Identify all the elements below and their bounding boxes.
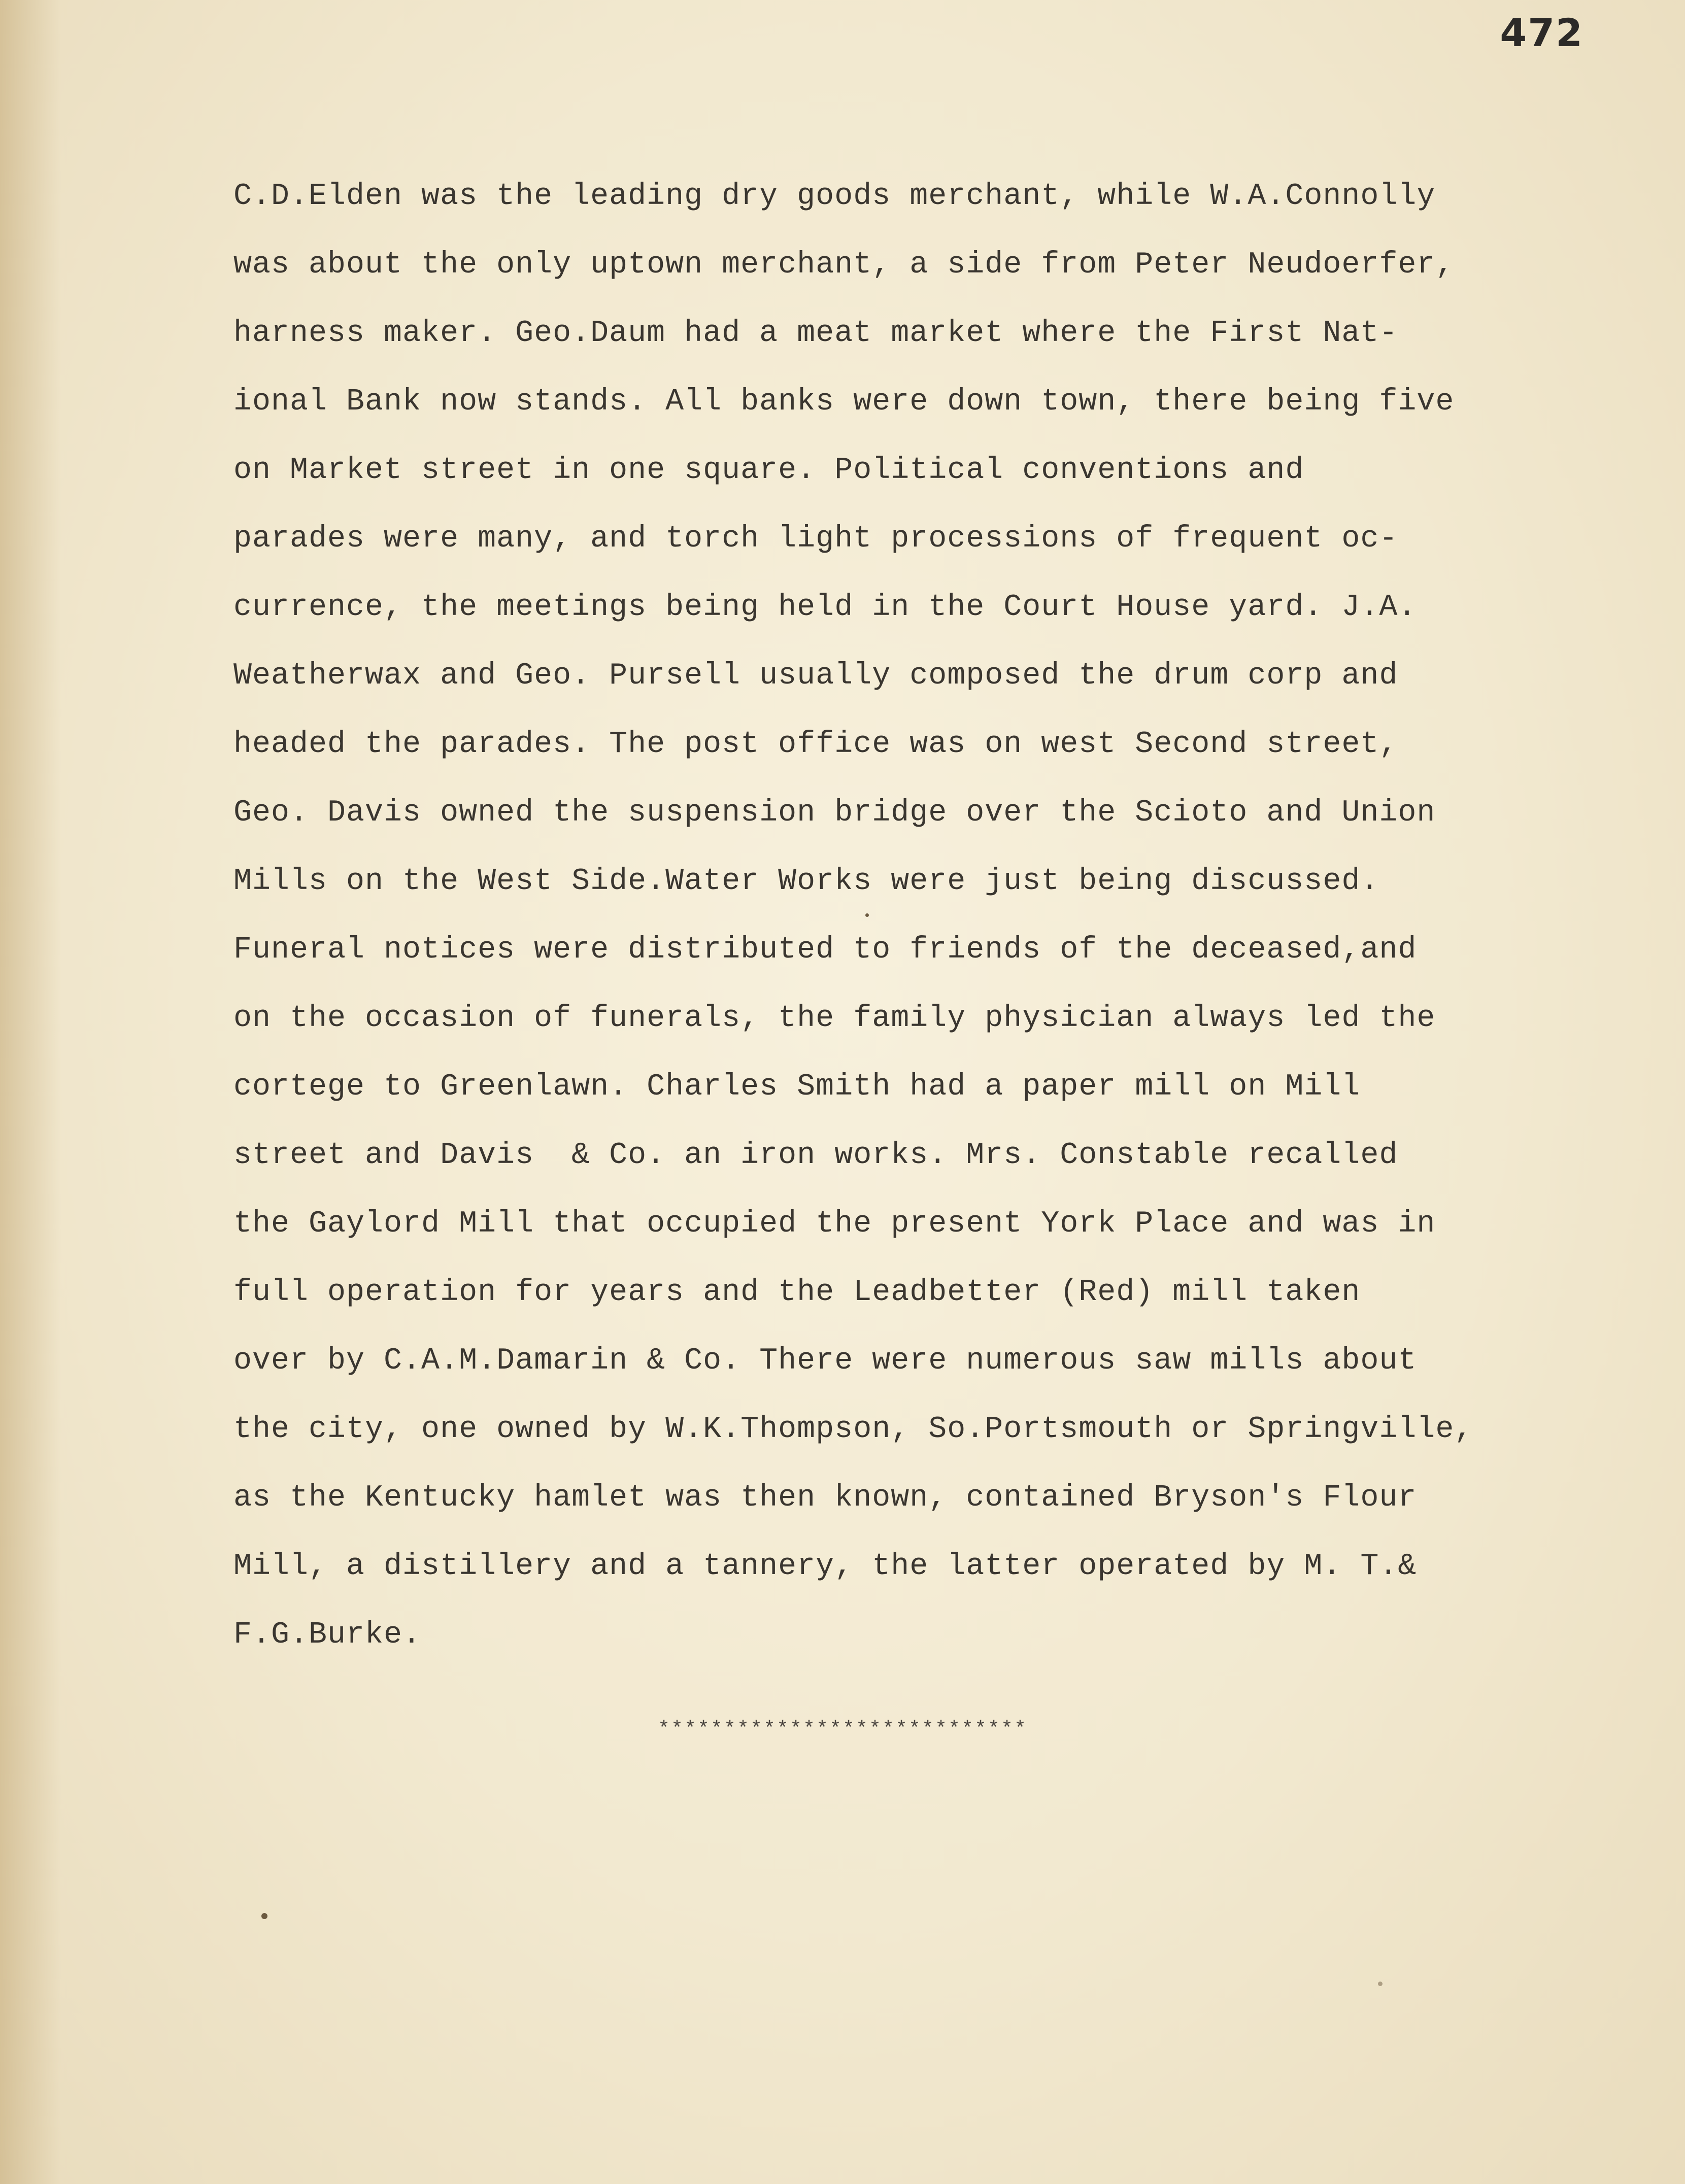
ink-speck [865,913,869,917]
text-line: over by C.A.M.Damarin & Co. There were numerous saw mills about [233,1344,1417,1378]
text-line: ional Bank now stands. All banks were down town, there being five [233,385,1455,419]
text-line: C.D.Elden was the leading dry goods merchant, while W.A.Connolly [233,179,1436,214]
text-line: Geo. Davis owned the suspension bridge over the Scioto and Union [233,796,1436,830]
text-line: the Gaylord Mill that occupied the present York Place and was in [233,1207,1436,1241]
text-line: cortege to Greenlawn. Charles Smith had a paper mill on Mill [233,1070,1361,1104]
ink-speck [1378,1982,1383,1986]
text-line: the city, one owned by W.K.Thompson, So.Portsmouth or Springville, [233,1412,1473,1447]
text-line: Mill, a distillery and a tannery, the latter operated by M. T.& [233,1549,1417,1584]
text-line: as the Kentucky hamlet was then known, contained Bryson's Flour [233,1481,1417,1515]
text-line: Funeral notices were distributed to friends of the deceased,and [233,933,1417,967]
text-line: was about the only uptown merchant, a side from Peter Neudoerfer, [233,248,1455,282]
text-line: headed the parades. The post office was on west Second street, [233,727,1398,762]
section-separator: **************************** [657,1718,1028,1741]
text-line: F.G.Burke. [233,1618,422,1652]
text-line: street and Davis & Co. an iron works. Mrs. Constable recalled [233,1138,1398,1173]
text-line: full operation for years and the Leadbetter (Red) mill taken [233,1275,1361,1310]
text-line: Weatherwax and Geo. Pursell usually composed the drum corp and [233,659,1398,693]
text-line: Mills on the West Side.Water Works were just being discussed. [233,864,1379,899]
text-line: parades were many, and torch light processions of frequent oc- [233,522,1398,556]
paper-edge-shading [0,0,61,2184]
text-line: currence, the meetings being held in the Court House yard. J.A. [233,590,1417,625]
text-line: harness maker. Geo.Daum had a meat market where the First Nat- [233,316,1398,351]
body-text [233,162,1583,1669]
page-number: 472 [1500,10,1583,55]
text-line: on the occasion of funerals, the family physician always led the [233,1001,1436,1036]
ink-speck [261,1913,267,1919]
text-line: on Market street in one square. Political conventions and [233,453,1304,488]
